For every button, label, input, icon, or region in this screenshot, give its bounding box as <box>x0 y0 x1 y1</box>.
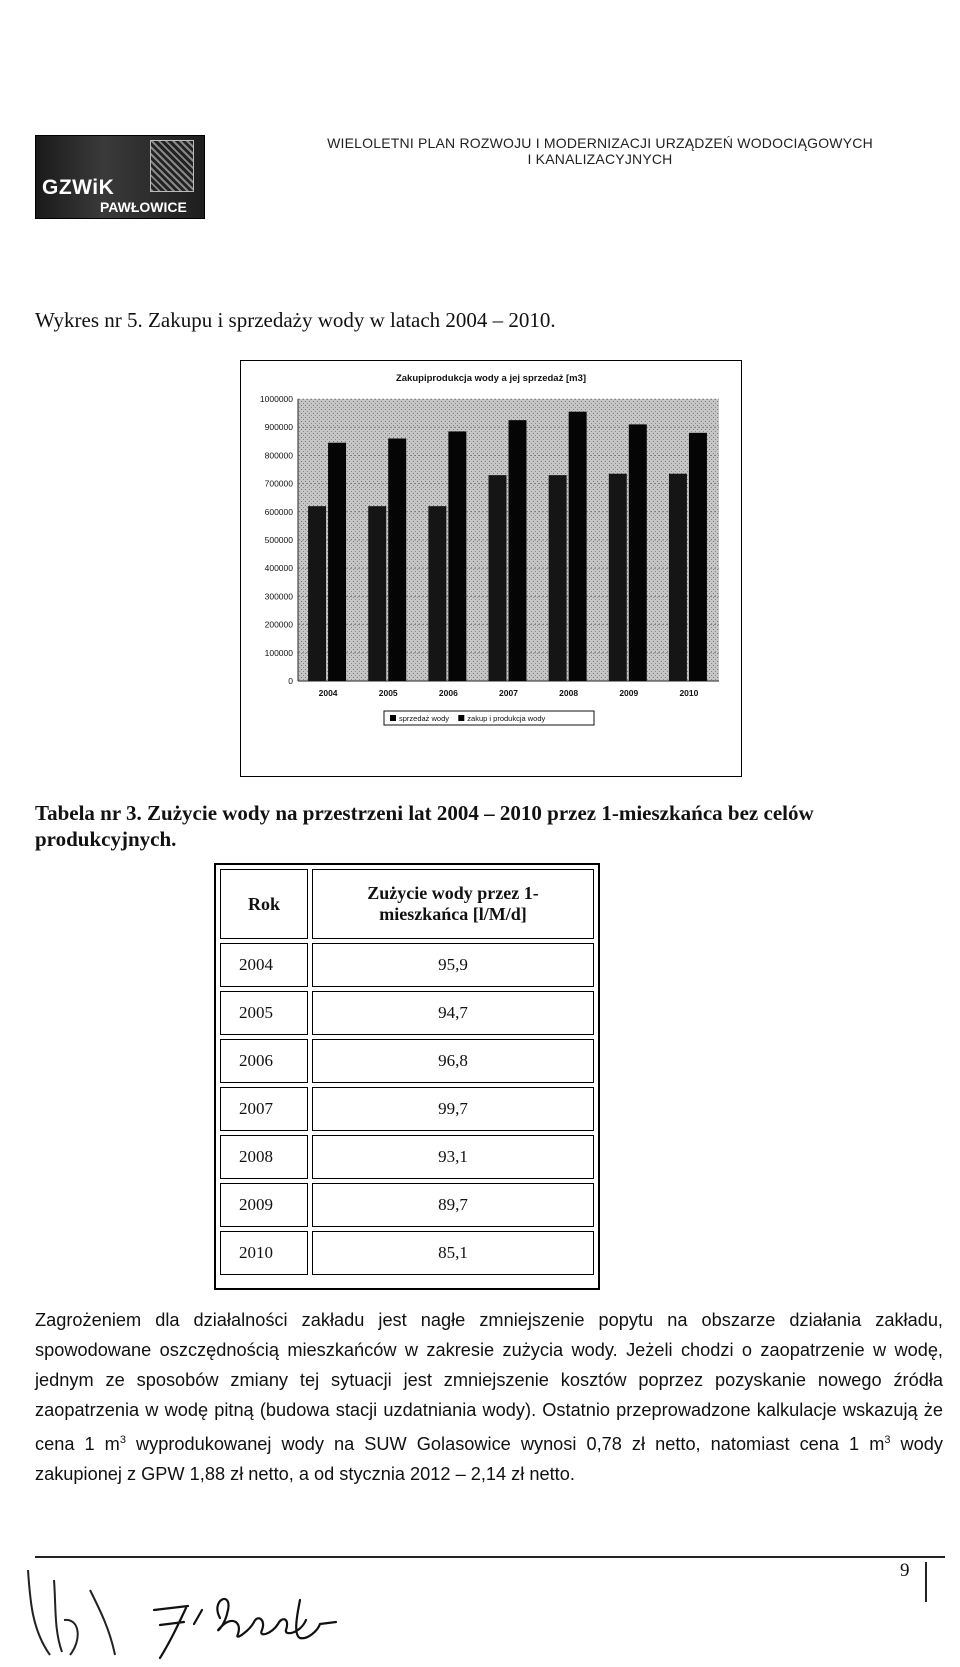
x-tick-label: 2008 <box>559 688 579 698</box>
bar-sales-2005 <box>368 506 386 681</box>
table-cell-usage: 93,1 <box>312 1135 594 1179</box>
y-tick-label: 0 <box>288 676 293 686</box>
table-cell-year: 2006 <box>220 1039 308 1083</box>
table-cell-year: 2005 <box>220 991 308 1035</box>
y-tick-label: 800000 <box>264 450 293 461</box>
x-tick-label: 2005 <box>378 688 398 698</box>
logo-subtext: PAWŁOWICE <box>100 199 187 215</box>
y-tick-label: 1000000 <box>259 394 293 404</box>
legend-swatch <box>390 715 396 721</box>
table-cell-year: 2009 <box>220 1183 308 1227</box>
bar-purchase-2006 <box>448 431 466 681</box>
bar-sales-2007 <box>489 475 507 681</box>
bar-purchase-2007 <box>509 420 527 681</box>
x-tick-label: 2006 <box>438 688 458 698</box>
bar-sales-2010 <box>669 474 687 681</box>
y-tick-label: 200000 <box>264 619 293 630</box>
chart-caption: Wykres nr 5. Zakupu i sprzedaży wody w latach 2004 – 2010. <box>35 308 556 332</box>
initials-signature <box>20 1560 130 1660</box>
table-cell-usage: 95,9 <box>312 943 594 987</box>
superscript: 3 <box>884 1434 891 1446</box>
header-title-line2: I KANALIZACYJNYCH <box>527 151 673 167</box>
handwritten-signature <box>150 1580 360 1660</box>
y-tick-label: 500000 <box>264 535 293 545</box>
document-header <box>300 135 900 167</box>
bar-sales-2008 <box>549 475 567 681</box>
table-cell-usage: 85,1 <box>312 1231 594 1275</box>
bar-purchase-2008 <box>569 412 587 681</box>
y-tick-label: 100000 <box>264 647 293 658</box>
table-caption: Tabela nr 3. Zużycie wody na przestrzeni lat 2004 – 2010 przez 1-mieszkańca bez celów produkcyjnych. <box>35 801 814 851</box>
paragraph-text: wody zakupionej z GPW 1,88 zł netto, a od stycznia 2012 – 2,14 zł netto. <box>35 1434 944 1485</box>
superscript: 3 <box>119 1434 126 1446</box>
table-cell-usage: 96,8 <box>312 1039 594 1083</box>
table-cell-year: 2010 <box>220 1231 308 1275</box>
legend-label: sprzedaż wody <box>399 714 450 723</box>
footer-rule <box>35 1556 945 1558</box>
y-tick-label: 700000 <box>264 478 293 489</box>
coat-of-arms-icon <box>150 140 194 192</box>
body-paragraph <box>35 1305 943 1489</box>
table-header-year: Rok <box>220 869 308 939</box>
bar-purchase-2009 <box>629 424 647 681</box>
legend-label: zakup i produkcja wody <box>467 714 546 723</box>
paragraph-text: Zagrożeniem dla działalności zakładu jest nagłe zmniejszenie popytu na obszarze działania zakładu, spowodowane oszczędnością mieszkańców w zakresie zużycia wody. Jeżeli chodzi o zaopatrzenie w wodę, jednym ze sposobów zmiany tej sytuacji jest zmniejszenie kosztów poprzez pozyskanie nowego źródła zaopatrzenia w wodę pitną (budowa stacji uzdatniania wody). Ostatnio przeprowadzone kalkulacje wskazują że cena 1 m <box>35 1310 943 1455</box>
bar-sales-2006 <box>428 506 446 681</box>
legend-swatch <box>458 715 464 721</box>
paragraph-text: wyprodukowanej wody na SUW Golasowice wynosi 0,78 zł netto, natomiast cena 1 m <box>125 1434 885 1455</box>
bar-chart <box>240 360 742 777</box>
y-tick-label: 300000 <box>264 591 293 602</box>
page-number-divider <box>925 1562 927 1602</box>
bar-sales-2009 <box>609 474 627 681</box>
y-tick-label: 600000 <box>264 506 293 517</box>
y-tick-label: 900000 <box>264 422 293 433</box>
table-cell-usage: 94,7 <box>312 991 594 1035</box>
logo-text: GZWiK <box>42 176 115 199</box>
water-usage-table <box>214 863 600 1290</box>
y-tick-label: 400000 <box>264 563 293 574</box>
table-header-usage: Zużycie wody przez 1-mieszkańca [l/M/d] <box>312 869 594 939</box>
bar-purchase-2010 <box>689 433 707 681</box>
x-tick-label: 2007 <box>499 688 518 698</box>
table-cell-usage: 89,7 <box>312 1183 594 1227</box>
x-tick-label: 2010 <box>679 688 699 698</box>
page-number: 9 <box>900 1560 910 1581</box>
bar-purchase-2004 <box>328 443 346 681</box>
company-logo <box>35 135 205 219</box>
chart-title: Zakupiprodukcja wody a jej sprzedaż [m3] <box>395 373 587 384</box>
table-cell-year: 2007 <box>220 1087 308 1131</box>
header-title-line1: WIELOLETNI PLAN ROZWOJU I MODERNIZACJI URZĄDZEŃ WODOCIĄGOWYCH <box>327 135 873 151</box>
table-cell-usage: 99,7 <box>312 1087 594 1131</box>
x-tick-label: 2004 <box>318 688 338 698</box>
table-cell-year: 2008 <box>220 1135 308 1179</box>
chart-canvas <box>241 361 741 776</box>
table-cell-year: 2004 <box>220 943 308 987</box>
x-tick-label: 2009 <box>619 688 639 698</box>
bar-sales-2004 <box>308 506 326 681</box>
bar-purchase-2005 <box>388 438 406 681</box>
